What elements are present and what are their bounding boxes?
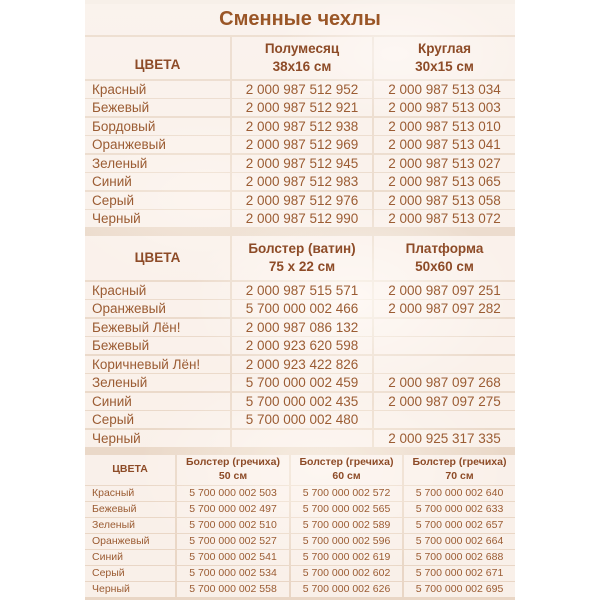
- price-sheet: [85, 0, 515, 600]
- table-crescent-round: [85, 37, 515, 227]
- article-number: 5 700 000 002 671: [404, 566, 515, 581]
- row-color-name: Серый: [85, 411, 230, 428]
- article-number: 5 700 000 002 480: [232, 411, 372, 428]
- row-color-name: Зеленый: [85, 155, 230, 172]
- column-header-colors: ЦВЕТА: [85, 236, 230, 280]
- row-color-name: Бордовый: [85, 118, 230, 135]
- row-color-name: Бежевый: [85, 502, 175, 517]
- column-header-size: 50х60 см: [415, 259, 474, 274]
- article-number: [232, 430, 372, 447]
- column-header-size: 50 см: [218, 469, 248, 482]
- article-number: 2 000 987 513 041: [374, 136, 515, 153]
- article-number: 5 700 000 002 602: [291, 566, 402, 581]
- row-color-name: Синий: [85, 550, 175, 565]
- article-number: 2 000 925 317 335: [374, 430, 515, 447]
- row-color-name: Коричневый Лён!: [85, 356, 230, 373]
- column-header-size: 38х16 см: [272, 59, 332, 74]
- article-number: 5 700 000 002 459: [232, 374, 372, 391]
- column-header-size: 70 см: [445, 469, 474, 482]
- article-number: 5 700 000 002 572: [291, 486, 402, 501]
- column-header-name: Платформа: [405, 241, 484, 257]
- article-number: 2 000 987 513 058: [374, 192, 515, 209]
- article-number: 2 000 987 097 275: [374, 393, 515, 410]
- column-header: [404, 455, 515, 485]
- article-number: 2 000 987 513 003: [374, 99, 515, 116]
- article-number: 2 000 987 512 976: [232, 192, 372, 209]
- article-number: 2 000 923 620 598: [232, 337, 372, 354]
- column-header-size: 60 см: [332, 469, 361, 482]
- article-number: 2 000 987 512 945: [232, 155, 372, 172]
- article-number: 2 000 987 512 921: [232, 99, 372, 116]
- article-number: 5 700 000 002 657: [404, 518, 515, 533]
- row-color-name: Зеленый: [85, 518, 175, 533]
- article-number: 2 000 987 097 282: [374, 300, 515, 317]
- article-number: 2 000 987 513 072: [374, 210, 515, 227]
- column-header-colors: ЦВЕТА: [85, 455, 175, 485]
- article-number: [374, 356, 515, 373]
- column-header-name: Болстер (гречиха): [186, 455, 280, 468]
- article-number: 5 700 000 002 688: [404, 550, 515, 565]
- article-number: 5 700 000 002 565: [291, 502, 402, 517]
- row-color-name: Серый: [85, 192, 230, 209]
- article-number: 2 000 987 097 251: [374, 282, 515, 299]
- article-number: 5 700 000 002 695: [404, 582, 515, 597]
- column-header: [374, 236, 515, 280]
- row-color-name: Зеленый: [85, 374, 230, 391]
- article-number: 2 000 987 513 010: [374, 118, 515, 135]
- column-header: [232, 236, 372, 280]
- article-number: 5 700 000 002 503: [177, 486, 289, 501]
- article-number: 5 700 000 002 527: [177, 534, 289, 549]
- column-header-size: 30х15 см: [415, 59, 474, 74]
- article-number: 5 700 000 002 510: [177, 518, 289, 533]
- article-number: 5 700 000 002 466: [232, 300, 372, 317]
- sheet-title-band: [85, 4, 515, 35]
- article-number: 5 700 000 002 664: [404, 534, 515, 549]
- row-color-name: Черный: [85, 430, 230, 447]
- column-header: [232, 37, 372, 79]
- row-color-name: Синий: [85, 173, 230, 190]
- article-number: [374, 337, 515, 354]
- table-bolster-platform: [85, 236, 515, 447]
- row-color-name: Синий: [85, 393, 230, 410]
- row-color-name: Бежевый: [85, 99, 230, 116]
- row-color-name: Черный: [85, 582, 175, 597]
- article-number: [374, 319, 515, 336]
- page-title: Сменные чехлы: [219, 8, 381, 30]
- article-number: 2 000 987 513 034: [374, 81, 515, 98]
- article-number: 5 700 000 002 640: [404, 486, 515, 501]
- article-number: 5 700 000 002 497: [177, 502, 289, 517]
- row-color-name: Красный: [85, 486, 175, 501]
- column-header: [177, 455, 289, 485]
- row-color-name: Черный: [85, 210, 230, 227]
- article-number: 2 000 987 512 938: [232, 118, 372, 135]
- article-number: 2 000 987 512 952: [232, 81, 372, 98]
- article-number: 2 000 987 512 969: [232, 136, 372, 153]
- article-number: 5 700 000 002 633: [404, 502, 515, 517]
- column-header-name: Болстер (гречиха): [412, 455, 507, 468]
- article-number: 2 000 987 515 571: [232, 282, 372, 299]
- column-header-name: Болстер (ватин): [248, 241, 356, 257]
- row-color-name: Бежевый Лён!: [85, 319, 230, 336]
- column-header-name: Болстер (гречиха): [299, 455, 394, 468]
- row-color-name: Бежевый: [85, 337, 230, 354]
- article-number: 2 000 987 513 065: [374, 173, 515, 190]
- article-number: 5 700 000 002 596: [291, 534, 402, 549]
- column-header-name: Круглая: [417, 41, 472, 57]
- row-color-name: Красный: [85, 282, 230, 299]
- column-header-colors: ЦВЕТА: [85, 37, 230, 79]
- article-number: 5 700 000 002 619: [291, 550, 402, 565]
- article-number: 2 000 987 512 990: [232, 210, 372, 227]
- row-color-name: Оранжевый: [85, 136, 230, 153]
- row-color-name: Серый: [85, 566, 175, 581]
- row-color-name: Красный: [85, 81, 230, 98]
- column-header: [374, 37, 515, 79]
- column-header-name: Полумесяц: [264, 41, 340, 57]
- article-number: 5 700 000 002 589: [291, 518, 402, 533]
- article-number: [374, 411, 515, 428]
- article-number: 2 000 987 512 983: [232, 173, 372, 190]
- article-number: 5 700 000 002 541: [177, 550, 289, 565]
- article-number: 5 700 000 002 626: [291, 582, 402, 597]
- column-header: [291, 455, 402, 485]
- row-color-name: Оранжевый: [85, 534, 175, 549]
- article-number: 5 700 000 002 534: [177, 566, 289, 581]
- article-number: 2 000 987 086 132: [232, 319, 372, 336]
- table-bolster-buckwheat: [85, 455, 515, 597]
- row-color-name: Оранжевый: [85, 300, 230, 317]
- article-number: 2 000 987 513 027: [374, 155, 515, 172]
- article-number: 5 700 000 002 558: [177, 582, 289, 597]
- article-number: 2 000 987 097 268: [374, 374, 515, 391]
- article-number: 2 000 923 422 826: [232, 356, 372, 373]
- article-number: 5 700 000 002 435: [232, 393, 372, 410]
- column-header-size: 75 х 22 см: [268, 259, 336, 274]
